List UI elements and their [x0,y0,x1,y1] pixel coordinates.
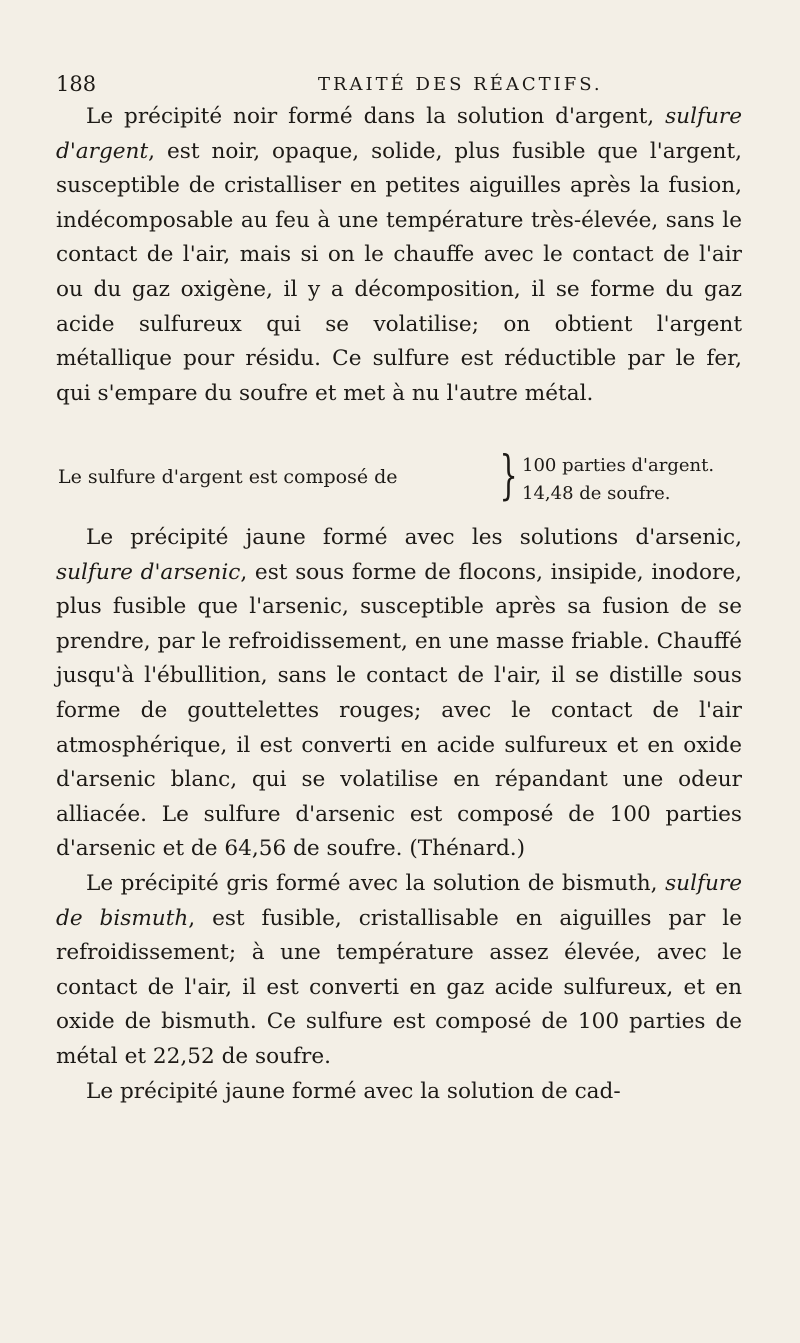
composition-statement [56,446,742,506]
brace-glyph: } [499,446,518,506]
paragraph-bismuth-sulfide [56,867,742,1075]
paragraph-text: Le précipité jaune formé avec la solution de cad- [86,1078,621,1104]
paragraph-text: , est fusible, cristallisable en aiguilles par le refroidissement; à une température assez élevée, avec le contact de l'air, il est converti en gaz acide sulfureux, et en oxide de bismuth. Ce sulfure est composé de 100 parties de métal et 22,52 de soufre. [56,905,742,1069]
running-head [56,72,740,96]
paragraph-text: Le précipité gris formé avec la solution de bismuth, [86,870,666,896]
paragraph-cadmium-start [56,1075,742,1110]
running-title: TRAITÉ DES RÉACTIFS. [318,74,603,95]
term-arsenic-sulfide: sulfure d'arsenic [56,559,241,585]
term-bismuth-sulfide: sulfure de bismuth [56,870,742,931]
composition-line: 14,48 de soufre. [522,483,671,504]
paragraph-arsenic-sulfide [56,521,742,867]
body-text-top [56,100,742,411]
composition-label: Le sulfure d'argent est composé de [58,466,398,488]
paragraph-silver-sulfide [56,100,742,411]
composition-line: 100 parties d'argent. [522,455,715,476]
paragraph-text: , est noir, opaque, solide, plus fusible que l'argent, susceptible de cristalliser en petites aiguilles après la fusion, indécomposable au feu à une température très-élevée, sans le contact de l'air, mais si on le chauffe avec le contact de l'air ou du gaz oxigène, il y a décomposition, il se forme du gaz acide sulfureux qui se volatilise; on obtient l'argent métallique pour résidu. Ce sulfure est réductible par le fer, qui s'empare du soufre et met à nu l'autre métal. [56,138,742,406]
term-silver-sulfide: sulfure d'argent [56,104,742,164]
paragraph-text: Le précipité jaune formé avec les solutions d'arsenic, [86,525,742,550]
paragraph-text: , est sous forme de flocons, insipide, inodore, plus fusible que l'arsenic, susceptible après sa fusion de se prendre, par le refroidissement, en une masse friable. Chauffé jusqu'à l'ébullition, sans le contact de l'air, il se distille sous forme de gouttelettes rouges; avec le contact de l'air atmosphérique, il est converti en acide sulfureux et en oxide d'arsenic blanc, qui se volatilise en répandant une odeur alliacée. Le sulfure d'arsenic est composé de 100 parties d'arsenic et de 64,56 de soufre. (Thénard.) [56,559,742,862]
composition-values [522,452,714,508]
body-text-bottom [56,521,742,1109]
page-number: 188 [56,72,97,96]
paragraph-text: Le précipité noir formé dans la solution d'argent, [86,104,666,129]
